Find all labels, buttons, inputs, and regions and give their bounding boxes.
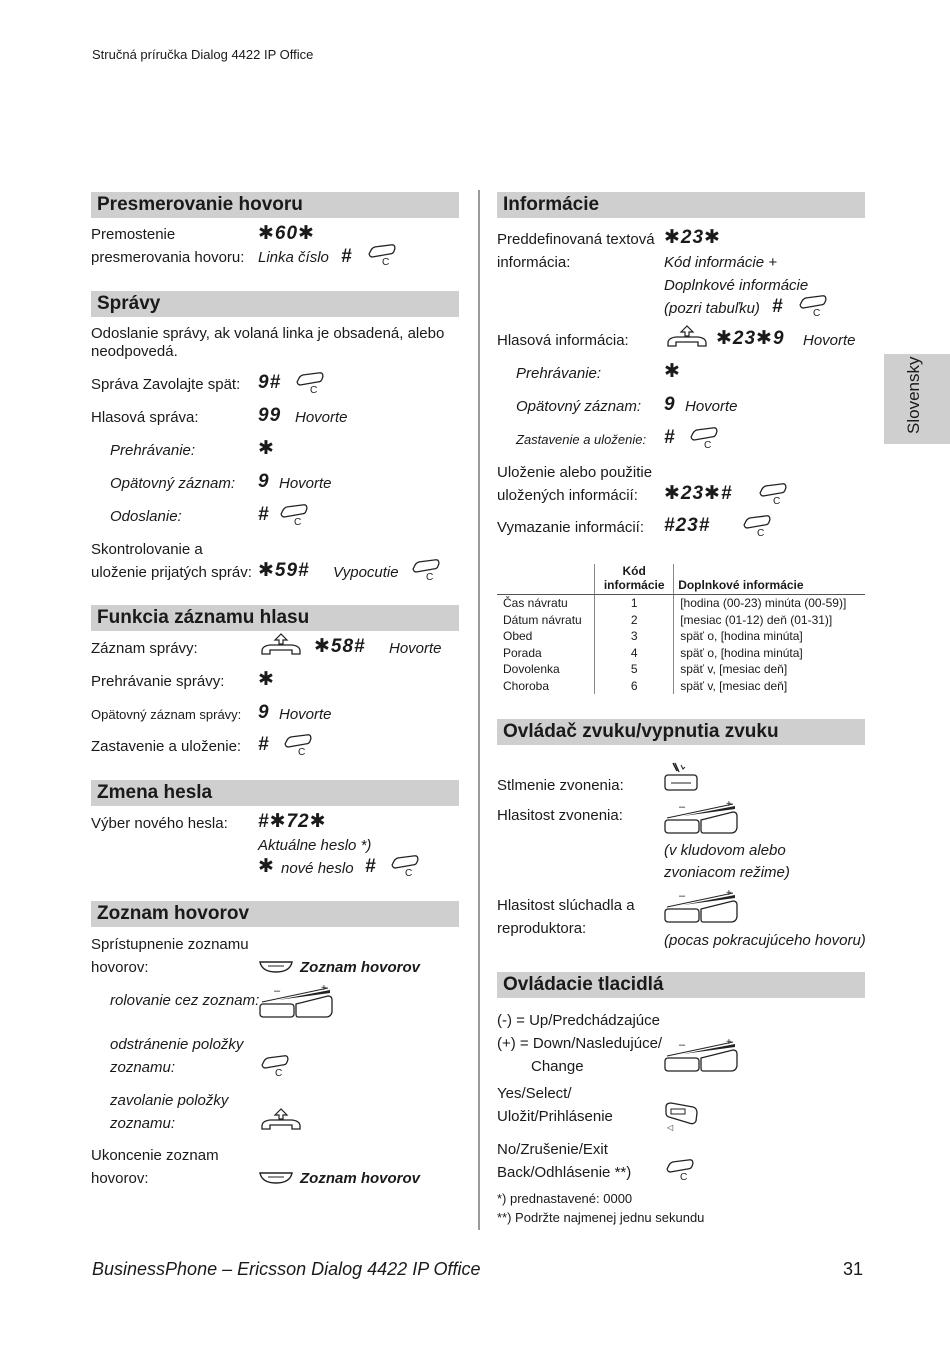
- info-codes-table: [497, 564, 865, 694]
- info-hlasova-hovorte: Hovorte: [803, 332, 856, 349]
- volume-keys-icon: [663, 800, 739, 834]
- clear-key-icon: [756, 481, 790, 505]
- spravy-hlasova-code: 99: [258, 405, 282, 426]
- zoznam-spristupnenie1: Sprístupnenie zoznamu: [91, 936, 249, 953]
- heslo-vyber-label: Výber nového hesla:: [91, 815, 228, 832]
- info-hlasova-code: ✱23✱9: [716, 328, 785, 349]
- tlacidla-minus: (-) = Up/Predchádzajúce: [497, 1012, 660, 1029]
- spravy-odoslanie-hash: #: [258, 504, 270, 525]
- table-row: [497, 612, 865, 629]
- info-doplnkove: Doplnkové informácie: [664, 277, 809, 294]
- table-cell-info: [mesiac (01-12) deň (01-31)]: [680, 612, 833, 627]
- clear-key-icon: [388, 853, 422, 877]
- footnote-1: *) prednastavené: 0000: [497, 1191, 633, 1206]
- info-zastavenie-hash: #: [664, 427, 676, 448]
- column-divider: [478, 190, 480, 1230]
- info-opatovny-code: 9: [664, 394, 676, 415]
- clear-key-icon: [796, 293, 830, 317]
- handset-offhook-icon: [664, 325, 710, 351]
- funkcia-zaznam-code: ✱58#: [314, 636, 366, 657]
- funkcia-zaznam-hovorte: Hovorte: [389, 640, 442, 657]
- funkcia-opatovny-code: 9: [258, 702, 270, 723]
- zoznam-hovorov-label: Zoznam hovorov: [300, 959, 421, 976]
- tlacidla-yes2: Uložit/Prihlásenie: [497, 1108, 613, 1125]
- table-cell-info: späť o, [hodina minúta]: [680, 629, 803, 643]
- clear-key-icon: [293, 370, 327, 394]
- funkcia-opatovny-hovorte: Hovorte: [279, 706, 332, 723]
- spravy-prehravanie-star: ✱: [258, 438, 275, 459]
- language-tab: [884, 354, 950, 444]
- clear-key-icon: [663, 1157, 697, 1181]
- heslo-code: #✱72✱: [258, 811, 327, 832]
- table-header-row: [497, 564, 865, 595]
- info-preddef2: informácia:: [497, 254, 571, 271]
- spravy-skontrol-code: ✱59#: [258, 560, 310, 581]
- table-row: [497, 628, 865, 645]
- volume-keys-icon: [663, 889, 739, 923]
- ovladac-hlasitost: Hlasitost zvonenia:: [497, 807, 623, 824]
- zoznam-spristupnenie2: hovorov:: [91, 959, 149, 976]
- heslo-hash: #: [365, 856, 377, 877]
- section-informacie-title: Informácie: [497, 192, 865, 218]
- spravy-skontrol-label1: Skontrolovanie a: [91, 541, 203, 558]
- table-cell-name: Choroba: [503, 678, 550, 693]
- running-header: Stručná príručka Dialog 4422 IP Office: [92, 47, 314, 62]
- clear-key-icon: [409, 557, 443, 581]
- clear-key-icon: [277, 502, 311, 526]
- clear-key-icon: [365, 242, 399, 266]
- spravy-zavolajte-code: 9#: [258, 372, 282, 393]
- footnote-2: **) Podržte najmenej jednu sekundu: [497, 1210, 705, 1225]
- spravy-hlasova-hovorte: Hovorte: [295, 409, 348, 426]
- funkcia-opatovny-label: Opätovný záznam správy:: [91, 707, 242, 722]
- section-heslo-title: Zmena hesla: [91, 780, 459, 806]
- spravy-odoslanie-label: Odoslanie:: [110, 508, 182, 525]
- spravy-intro2: neodpovedá.: [91, 343, 178, 360]
- table-header-empty: [497, 564, 595, 595]
- table-cell-name: Čas návratu: [503, 596, 568, 610]
- presmerovanie-label1: Premostenie: [91, 226, 176, 243]
- presmerovanie-label2: presmerovania hovoru:: [91, 249, 245, 266]
- presmerovanie-linka: Linka číslo: [258, 249, 329, 266]
- language-tab-label: Slovensky: [904, 356, 923, 434]
- table-cell-name: Dovolenka: [503, 662, 560, 676]
- page-number: 31: [843, 1259, 864, 1279]
- table-cell-code: 6: [595, 678, 674, 695]
- call-list-key-icon: [258, 959, 294, 975]
- tlacidla-no2: Back/Odhlásenie **): [497, 1164, 632, 1181]
- yes-key-icon: [663, 1101, 699, 1131]
- ovladac-stlmenie: Stlmenie zvonenia:: [497, 777, 624, 794]
- funkcia-zaznam-label: Záznam správy:: [91, 640, 198, 657]
- clear-key-icon: [687, 425, 721, 449]
- handset-offhook-icon: [258, 1108, 304, 1134]
- spravy-hlasova-label: Hlasová správa:: [91, 409, 199, 426]
- info-opatovny-label: Opätovný záznam:: [516, 398, 642, 415]
- info-hlasova-label: Hlasová informácia:: [497, 332, 629, 349]
- footer-title: BusinessPhone – Ericsson Dialog 4422 IP Office: [92, 1259, 481, 1279]
- spravy-intro1: Odoslanie správy, ak volaná linka je obsadená, alebo: [91, 325, 445, 342]
- table-cell-code: 5: [595, 661, 674, 678]
- info-prehravanie-star: ✱: [664, 361, 681, 382]
- funkcia-zastavenie-label: Zastavenie a uloženie:: [91, 738, 242, 755]
- volume-keys-icon: [258, 984, 334, 1018]
- table-cell-code: 2: [595, 612, 674, 629]
- spravy-opatovny-hovorte: Hovorte: [279, 475, 332, 492]
- table-row: [497, 678, 865, 695]
- table-cell-code: 3: [595, 628, 674, 645]
- table-header-kod2: informácie: [603, 578, 665, 592]
- section-zoznam-title: Zoznam hovorov: [91, 901, 459, 927]
- table-header-doplnkove: Doplnkové informácie: [674, 564, 865, 595]
- info-ulozenie1: Uloženie alebo použitie: [497, 464, 653, 481]
- table-header-kod: [595, 564, 674, 595]
- info-kod-plus: Kód informácie +: [664, 254, 777, 271]
- zoznam-rolovanie: rolovanie cez zoznam:: [110, 992, 260, 1009]
- table-row: [497, 661, 865, 678]
- info-preddef1: Preddefinovaná textová: [497, 231, 655, 248]
- ovladac-sluchadla2: reproduktora:: [497, 920, 587, 937]
- table-cell-info: [hodina (00-23) minúta (00-59)]: [680, 596, 847, 610]
- ovladac-kludovom1: (v kludovom alebo: [664, 842, 786, 859]
- call-list-key-icon: [258, 1170, 294, 1186]
- ovladac-pocas: (pocas pokracujúceho hovoru): [664, 932, 866, 949]
- info-ulozenie-code: ✱23✱#: [664, 483, 733, 504]
- presmerovanie-code1: ✱60✱: [258, 223, 315, 244]
- info-ulozenie2: uložených informácií:: [497, 487, 638, 504]
- zoznam-ukoncenie2: hovorov:: [91, 1170, 149, 1187]
- info-pozri: (pozri tabuľku): [664, 300, 760, 317]
- heslo-nove: nové heslo: [281, 860, 354, 877]
- table-cell-code: 1: [595, 595, 674, 612]
- zoznam-zavolanie1: zavolanie položky: [110, 1092, 229, 1109]
- section-funkcia-title: Funkcia záznamu hlasu: [91, 605, 459, 631]
- table-header-kod1: Kód: [622, 564, 646, 578]
- spravy-opatovny-label: Opätovný záznam:: [110, 475, 236, 492]
- heslo-aktualne: Aktuálne heslo *): [258, 837, 372, 854]
- clear-key-icon: [281, 732, 315, 756]
- table-cell-info: späť v, [mesiac deň]: [680, 662, 788, 676]
- clear-key-icon: [258, 1053, 292, 1077]
- zoznam-odstranenie2: zoznamu:: [110, 1059, 176, 1076]
- tlacidla-no1: No/Zrušenie/Exit: [497, 1141, 608, 1158]
- table-cell-name: Dátum návratu: [503, 612, 582, 627]
- info-vymazanie-code: #23#: [664, 515, 711, 536]
- zoznam-odstranenie1: odstránenie položky: [110, 1036, 244, 1053]
- spravy-zavolajte-label: Správa Zavolajte spät:: [91, 376, 241, 393]
- info-vymazanie-label: Vymazanie informácií:: [497, 519, 644, 536]
- mute-key-icon: [663, 761, 699, 793]
- clear-key-icon: [740, 513, 774, 537]
- section-presmerovanie-title: Presmerovanie hovoru: [91, 192, 459, 218]
- handset-offhook-icon: [258, 633, 304, 659]
- info-zastavenie-label: Zastavenie a uloženie:: [516, 432, 647, 447]
- tlacidla-change: Change: [531, 1058, 584, 1075]
- spravy-prehravanie-label: Prehrávanie:: [110, 442, 196, 459]
- funkcia-prehravanie-star: ✱: [258, 669, 275, 690]
- table-cell-info: späť v, [mesiac deň]: [680, 678, 788, 693]
- table-cell-code: 4: [595, 645, 674, 662]
- table-cell-info: späť o, [hodina minúta]: [680, 645, 803, 660]
- table-cell-name: Obed: [503, 629, 533, 643]
- section-tlacidla-title: Ovládacie tlacidlá: [497, 972, 865, 998]
- spravy-skontrol-label2: uloženie prijatých správ:: [91, 564, 252, 581]
- table-row: [497, 595, 865, 612]
- ovladac-kludovom2: zvoniacom režime): [664, 864, 790, 881]
- table-row: [497, 645, 865, 662]
- zoznam-zavolanie2: zoznamu:: [110, 1115, 176, 1132]
- info-preddef-code: ✱23✱: [664, 227, 721, 248]
- tlacidla-plus: (+) = Down/Nasledujúce/: [497, 1035, 663, 1052]
- presmerovanie-hash: #: [341, 246, 353, 267]
- section-spravy-title: Správy: [91, 291, 459, 317]
- heslo-star: ✱: [258, 856, 275, 877]
- volume-keys-icon: [663, 1038, 739, 1072]
- funkcia-zastavenie-hash: #: [258, 734, 270, 755]
- tlacidla-yes1: Yes/Select/: [497, 1085, 572, 1102]
- info-prehravanie-label: Prehrávanie:: [516, 365, 602, 382]
- section-ovladac-title: Ovládač zvuku/vypnutia zvuku: [497, 719, 865, 745]
- table-cell-name: Porada: [503, 645, 542, 660]
- ovladac-sluchadla1: Hlasitost slúchadla a: [497, 897, 635, 914]
- info-hash: #: [772, 296, 784, 317]
- spravy-opatovny-code: 9: [258, 471, 270, 492]
- info-opatovny-hovorte: Hovorte: [685, 398, 738, 415]
- spravy-vypocutie: Vypocutie: [333, 564, 399, 581]
- zoznam-ukoncenie1: Ukoncenie zoznam: [91, 1147, 219, 1164]
- funkcia-prehravanie-label: Prehrávanie správy:: [91, 673, 225, 690]
- zoznam-hovorov-label-2: Zoznam hovorov: [300, 1170, 421, 1187]
